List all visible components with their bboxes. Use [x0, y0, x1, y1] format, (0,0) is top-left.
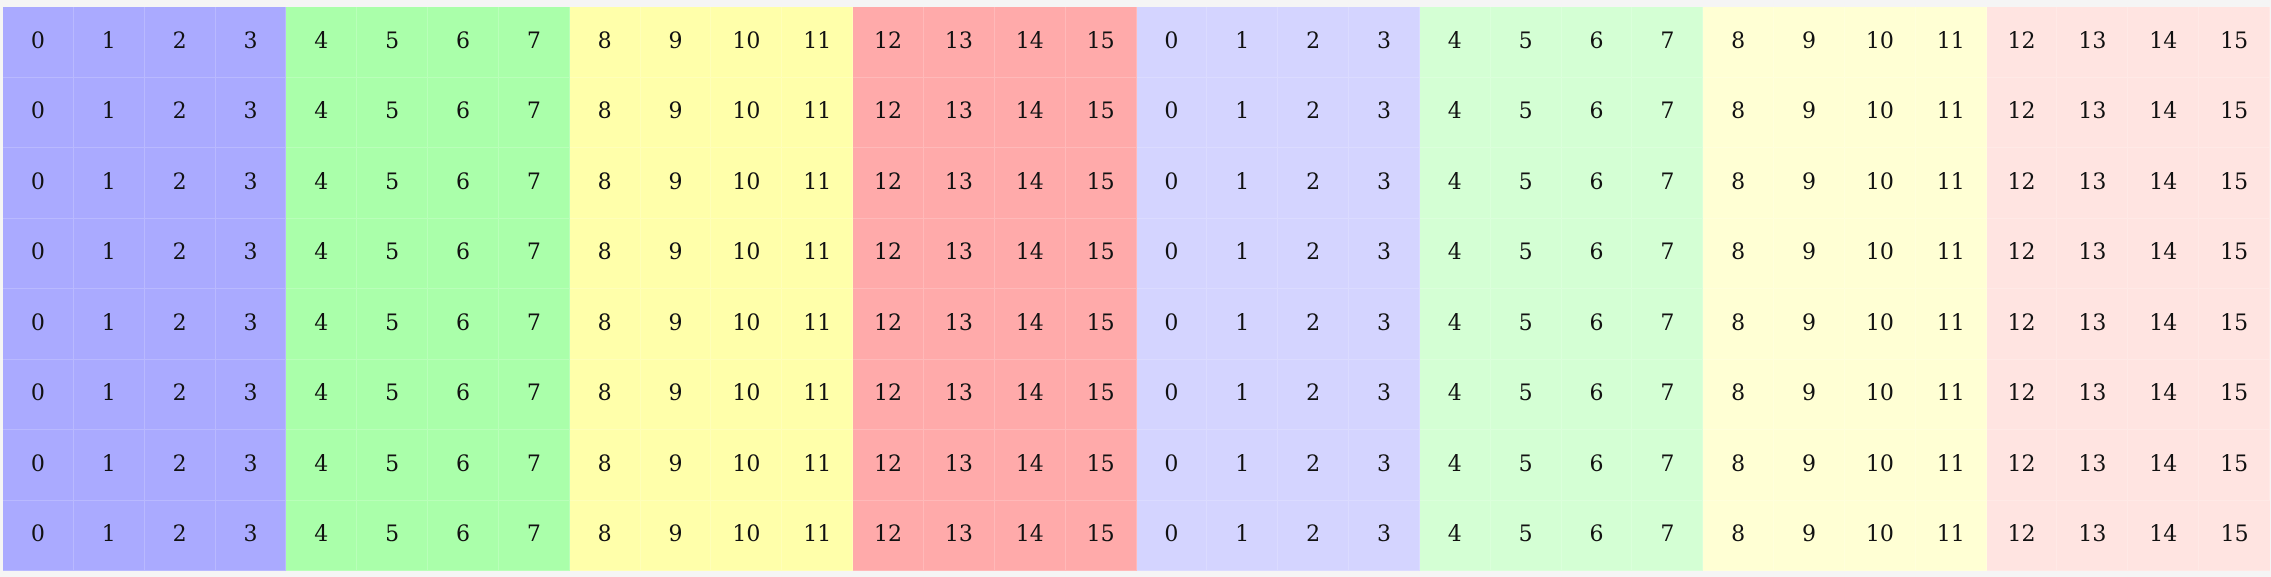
- grid-cell: 0: [3, 7, 74, 78]
- grid-cell: 14: [2128, 148, 2199, 219]
- grid-cell: 2: [145, 78, 216, 149]
- grid-cell: 2: [1278, 430, 1349, 501]
- grid-cell: 6: [428, 7, 499, 78]
- grid-cell: 14: [2128, 219, 2199, 290]
- grid-cell: 6: [1562, 7, 1633, 78]
- grid-cell: 6: [428, 289, 499, 360]
- grid-cell: 14: [2128, 289, 2199, 360]
- grid-cell: 5: [1491, 148, 1562, 219]
- grid-cell: 7: [1632, 430, 1703, 501]
- grid-cell: 10: [711, 7, 782, 78]
- grid-diagram: [3, 7, 2270, 571]
- grid-cell: 13: [2057, 289, 2128, 360]
- grid-cell: 15: [2199, 501, 2270, 572]
- grid-cell: 9: [1774, 289, 1845, 360]
- grid-cell: 5: [357, 501, 428, 572]
- grid-cell: 14: [995, 501, 1066, 572]
- grid-cell: 11: [1916, 360, 1987, 431]
- grid-cell: 8: [570, 360, 641, 431]
- grid-cell: 0: [3, 430, 74, 501]
- grid-cell: 3: [216, 360, 287, 431]
- grid-cell: 8: [1703, 78, 1774, 149]
- grid-cell: 0: [1137, 7, 1208, 78]
- grid-cell: 0: [3, 219, 74, 290]
- grid-cell: 11: [782, 289, 853, 360]
- grid-cell: 13: [2057, 360, 2128, 431]
- grid-cell: 15: [1066, 430, 1137, 501]
- grid-cell: 9: [1774, 501, 1845, 572]
- grid-cell: 6: [1562, 78, 1633, 149]
- grid-cell: 3: [216, 219, 287, 290]
- grid-cell: 1: [74, 430, 145, 501]
- grid-cell: 6: [428, 148, 499, 219]
- grid-cell: 4: [286, 289, 357, 360]
- grid-cell: 3: [1349, 501, 1420, 572]
- grid-cell: 2: [1278, 7, 1349, 78]
- grid-cell: 15: [1066, 7, 1137, 78]
- grid-cell: 13: [924, 219, 995, 290]
- grid-cell: 7: [1632, 219, 1703, 290]
- grid-cell: 15: [1066, 148, 1137, 219]
- grid-cell: 14: [2128, 78, 2199, 149]
- grid-cell: 12: [853, 430, 924, 501]
- grid-cell: 1: [74, 289, 145, 360]
- grid-cell: 15: [2199, 7, 2270, 78]
- grid-cell: 3: [216, 501, 287, 572]
- grid-cell: 9: [641, 360, 712, 431]
- grid-cell: 1: [1207, 430, 1278, 501]
- grid-cell: 0: [1137, 501, 1208, 572]
- grid-cell: 13: [924, 360, 995, 431]
- grid-cell: 5: [357, 430, 428, 501]
- grid-cell: 10: [711, 78, 782, 149]
- grid-cell: 1: [1207, 360, 1278, 431]
- grid-cell: 11: [782, 78, 853, 149]
- grid-cell: 5: [1491, 78, 1562, 149]
- grid-cell: 10: [1845, 148, 1916, 219]
- grid-cell: 8: [1703, 148, 1774, 219]
- grid-cell: 12: [853, 78, 924, 149]
- grid-cell: 5: [1491, 289, 1562, 360]
- grid-cell: 5: [357, 7, 428, 78]
- grid-cell: 6: [428, 78, 499, 149]
- grid-cell: 11: [1916, 289, 1987, 360]
- grid-cell: 11: [1916, 7, 1987, 78]
- grid-cell: 1: [74, 360, 145, 431]
- grid-cell: 9: [641, 289, 712, 360]
- grid-cell: 5: [1491, 430, 1562, 501]
- grid-cell: 3: [216, 148, 287, 219]
- grid-cell: 14: [995, 430, 1066, 501]
- grid-cell: 15: [2199, 360, 2270, 431]
- grid-cell: 9: [1774, 219, 1845, 290]
- grid-cell: 12: [853, 7, 924, 78]
- grid-cell: 9: [1774, 430, 1845, 501]
- grid-cell: 10: [1845, 501, 1916, 572]
- grid-cell: 9: [641, 7, 712, 78]
- grid-cell: 12: [1987, 148, 2058, 219]
- grid-cell: 12: [1987, 219, 2058, 290]
- grid-cell: 8: [570, 219, 641, 290]
- grid-cell: 2: [1278, 360, 1349, 431]
- grid-cell: 14: [995, 7, 1066, 78]
- grid-cell: 0: [1137, 430, 1208, 501]
- grid-cell: 4: [286, 430, 357, 501]
- grid-cell: 6: [1562, 360, 1633, 431]
- grid-cell: 9: [641, 219, 712, 290]
- grid-cell: 11: [1916, 148, 1987, 219]
- grid-cell: 4: [286, 78, 357, 149]
- grid-cell: 1: [74, 7, 145, 78]
- grid-cell: 7: [1632, 148, 1703, 219]
- grid-cell: 7: [1632, 7, 1703, 78]
- grid-cell: 13: [924, 501, 995, 572]
- grid-cell: 2: [145, 219, 216, 290]
- grid-cell: 2: [145, 360, 216, 431]
- grid-cell: 3: [1349, 360, 1420, 431]
- grid-cell: 12: [1987, 7, 2058, 78]
- grid-cell: 10: [711, 219, 782, 290]
- grid-cell: 3: [1349, 430, 1420, 501]
- grid-cell: 13: [2057, 7, 2128, 78]
- grid-cell: 2: [145, 430, 216, 501]
- grid-cell: 3: [216, 78, 287, 149]
- grid-cell: 5: [1491, 501, 1562, 572]
- grid-cell: 13: [924, 7, 995, 78]
- grid-cell: 1: [74, 501, 145, 572]
- grid-cell: 4: [1420, 148, 1491, 219]
- grid-cell: 1: [1207, 219, 1278, 290]
- grid-cell: 4: [286, 501, 357, 572]
- grid-cell: 2: [1278, 289, 1349, 360]
- grid-cell: 8: [570, 148, 641, 219]
- grid-cell: 7: [1632, 78, 1703, 149]
- grid-cell: 5: [1491, 360, 1562, 431]
- grid-cell: 0: [3, 289, 74, 360]
- grid-cell: 15: [1066, 501, 1137, 572]
- grid-cell: 15: [2199, 78, 2270, 149]
- grid-cell: 9: [641, 78, 712, 149]
- grid-cell: 8: [570, 501, 641, 572]
- grid-cell: 12: [1987, 78, 2058, 149]
- grid-cell: 4: [1420, 289, 1491, 360]
- grid-cell: 15: [2199, 148, 2270, 219]
- grid-cell: 8: [1703, 289, 1774, 360]
- grid-cell: 3: [216, 7, 287, 78]
- grid-cell: 13: [2057, 78, 2128, 149]
- grid-cell: 6: [428, 219, 499, 290]
- grid-cell: 7: [499, 219, 570, 290]
- grid-cell: 4: [286, 148, 357, 219]
- grid-cell: 10: [1845, 219, 1916, 290]
- grid-cell: 2: [1278, 78, 1349, 149]
- grid-cell: 11: [782, 360, 853, 431]
- grid-cell: 2: [145, 7, 216, 78]
- grid-cell: 0: [3, 78, 74, 149]
- grid-cell: 7: [499, 78, 570, 149]
- grid-cell: 15: [1066, 78, 1137, 149]
- grid-cell: 6: [1562, 148, 1633, 219]
- grid-cell: 11: [782, 7, 853, 78]
- grid-cell: 10: [1845, 78, 1916, 149]
- grid-cell: 3: [1349, 78, 1420, 149]
- grid-cell: 13: [2057, 430, 2128, 501]
- grid-cell: 2: [1278, 148, 1349, 219]
- grid-cell: 1: [1207, 501, 1278, 572]
- grid-cell: 1: [1207, 78, 1278, 149]
- grid-cell: 13: [924, 148, 995, 219]
- grid-cell: 12: [853, 219, 924, 290]
- grid-cell: 0: [3, 501, 74, 572]
- grid-cell: 3: [1349, 289, 1420, 360]
- grid-cell: 3: [216, 430, 287, 501]
- grid-cell: 11: [1916, 501, 1987, 572]
- grid-cell: 10: [1845, 289, 1916, 360]
- grid-cell: 15: [1066, 360, 1137, 431]
- grid-cell: 10: [1845, 360, 1916, 431]
- grid-cell: 5: [357, 360, 428, 431]
- grid-cell: 8: [570, 430, 641, 501]
- grid-cell: 13: [924, 430, 995, 501]
- grid-cell: 4: [286, 360, 357, 431]
- grid-cell: 13: [2057, 501, 2128, 572]
- grid-cell: 7: [499, 289, 570, 360]
- grid-cell: 8: [1703, 7, 1774, 78]
- grid-cell: 8: [1703, 430, 1774, 501]
- grid-cell: 6: [428, 360, 499, 431]
- grid-cell: 11: [782, 219, 853, 290]
- grid-cell: 7: [499, 501, 570, 572]
- grid-cell: 7: [499, 7, 570, 78]
- grid-cell: 0: [1137, 289, 1208, 360]
- grid-cell: 14: [2128, 360, 2199, 431]
- grid-cell: 11: [782, 148, 853, 219]
- grid-cell: 14: [2128, 501, 2199, 572]
- grid-cell: 12: [1987, 501, 2058, 572]
- grid-cell: 11: [782, 501, 853, 572]
- grid-cell: 15: [1066, 219, 1137, 290]
- grid-cell: 6: [1562, 219, 1633, 290]
- grid-cell: 1: [74, 78, 145, 149]
- grid-cell: 3: [1349, 148, 1420, 219]
- grid-cell: 13: [924, 289, 995, 360]
- grid-cell: 10: [711, 501, 782, 572]
- grid-cell: 7: [499, 360, 570, 431]
- grid-cell: 7: [1632, 360, 1703, 431]
- grid-cell: 8: [1703, 219, 1774, 290]
- grid-cell: 10: [1845, 7, 1916, 78]
- grid-cell: 15: [2199, 430, 2270, 501]
- grid-cell: 6: [1562, 289, 1633, 360]
- grid-cell: 3: [216, 289, 287, 360]
- grid-cell: 9: [1774, 78, 1845, 149]
- grid-cell: 4: [1420, 7, 1491, 78]
- grid-cell: 12: [853, 360, 924, 431]
- grid-cell: 1: [1207, 289, 1278, 360]
- grid-cell: 12: [853, 501, 924, 572]
- grid-cell: 12: [1987, 360, 2058, 431]
- grid-cell: 7: [1632, 501, 1703, 572]
- grid-cell: 11: [1916, 219, 1987, 290]
- grid-cell: 4: [1420, 501, 1491, 572]
- grid-cell: 2: [1278, 501, 1349, 572]
- grid-cell: 4: [286, 7, 357, 78]
- grid-cell: 9: [1774, 7, 1845, 78]
- grid-cell: 8: [570, 7, 641, 78]
- grid-cell: 8: [1703, 501, 1774, 572]
- grid-cell: 4: [1420, 360, 1491, 431]
- grid-cell: 4: [1420, 219, 1491, 290]
- grid-cell: 15: [1066, 289, 1137, 360]
- grid-cell: 7: [499, 430, 570, 501]
- grid-cell: 5: [357, 219, 428, 290]
- grid-cell: 13: [2057, 148, 2128, 219]
- grid-cell: 12: [1987, 289, 2058, 360]
- grid-cell: 3: [1349, 7, 1420, 78]
- grid-cell: 13: [924, 78, 995, 149]
- grid-cell: 8: [1703, 360, 1774, 431]
- grid-cell: 6: [428, 501, 499, 572]
- grid-cell: 15: [2199, 219, 2270, 290]
- grid-cell: 5: [1491, 7, 1562, 78]
- grid-cell: 6: [1562, 430, 1633, 501]
- grid-cell: 0: [3, 360, 74, 431]
- grid-cell: 0: [3, 148, 74, 219]
- grid-cell: 7: [499, 148, 570, 219]
- grid-cell: 5: [1491, 219, 1562, 290]
- grid-cell: 1: [1207, 7, 1278, 78]
- grid-cell: 9: [1774, 148, 1845, 219]
- grid-cell: 4: [1420, 430, 1491, 501]
- grid-cell: 10: [711, 430, 782, 501]
- grid-cell: 5: [357, 78, 428, 149]
- grid-cell: 11: [782, 430, 853, 501]
- grid-cell: 5: [357, 148, 428, 219]
- grid-cell: 12: [853, 289, 924, 360]
- grid-cell: 0: [1137, 219, 1208, 290]
- grid-cell: 4: [1420, 78, 1491, 149]
- grid-cell: 14: [995, 289, 1066, 360]
- grid-cell: 12: [853, 148, 924, 219]
- grid-cell: 9: [641, 148, 712, 219]
- grid-cell: 10: [711, 360, 782, 431]
- grid-cell: 10: [711, 148, 782, 219]
- grid-cell: 15: [2199, 289, 2270, 360]
- grid-cell: 5: [357, 289, 428, 360]
- grid-cell: 11: [1916, 78, 1987, 149]
- grid-cell: 11: [1916, 430, 1987, 501]
- grid-cell: 14: [995, 148, 1066, 219]
- grid-cell: 14: [2128, 7, 2199, 78]
- grid-cell: 2: [145, 289, 216, 360]
- grid-cell: 14: [995, 219, 1066, 290]
- grid-cell: 9: [1774, 360, 1845, 431]
- grid-cell: 14: [995, 360, 1066, 431]
- grid-cell: 14: [2128, 430, 2199, 501]
- grid-cell: 1: [1207, 148, 1278, 219]
- grid-cell: 1: [74, 148, 145, 219]
- grid-cell: 6: [1562, 501, 1633, 572]
- grid-cell: 1: [74, 219, 145, 290]
- grid-cell: 0: [1137, 148, 1208, 219]
- grid-cell: 7: [1632, 289, 1703, 360]
- grid-cell: 6: [428, 430, 499, 501]
- grid-cell: 2: [1278, 219, 1349, 290]
- grid-cell: 0: [1137, 360, 1208, 431]
- grid-cell: 8: [570, 289, 641, 360]
- grid-cell: 8: [570, 78, 641, 149]
- grid-cell: 0: [1137, 78, 1208, 149]
- grid-cell: 10: [711, 289, 782, 360]
- grid-cell: 9: [641, 430, 712, 501]
- grid-cell: 3: [1349, 219, 1420, 290]
- grid-cell: 9: [641, 501, 712, 572]
- grid-cell: 2: [145, 148, 216, 219]
- grid-cell: 12: [1987, 430, 2058, 501]
- grid-cell: 10: [1845, 430, 1916, 501]
- grid-cell: 14: [995, 78, 1066, 149]
- grid-cell: 13: [2057, 219, 2128, 290]
- grid-cell: 2: [145, 501, 216, 572]
- grid-cell: 4: [286, 219, 357, 290]
